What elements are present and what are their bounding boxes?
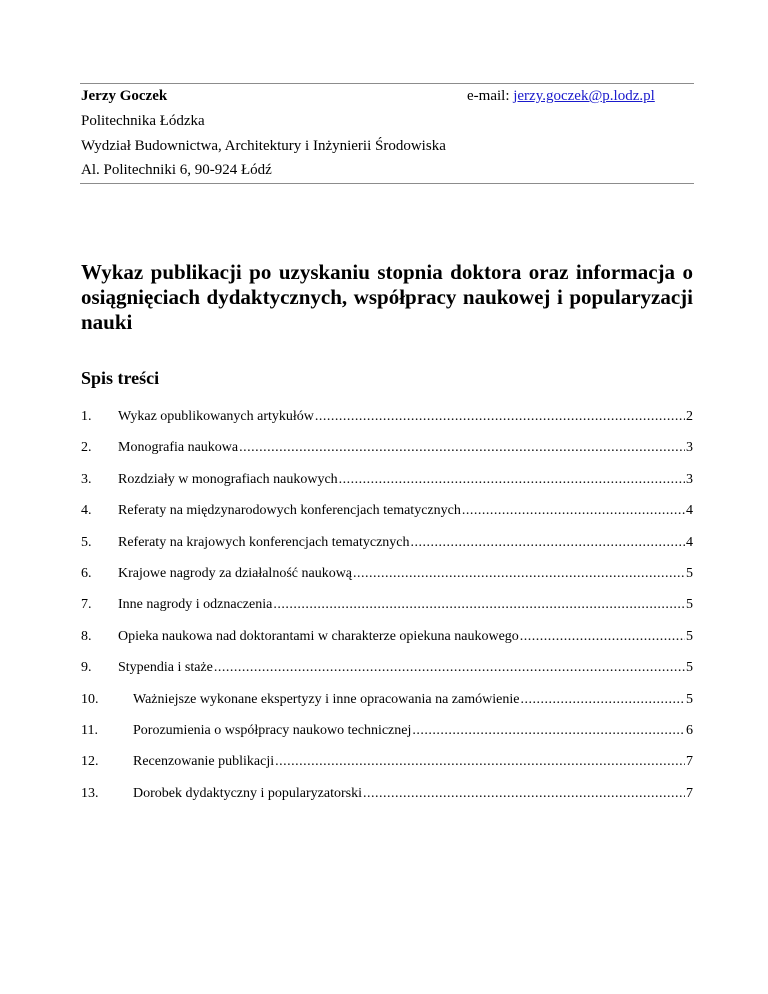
toc-entry-number: 4. xyxy=(81,503,92,519)
toc-entry[interactable] xyxy=(81,691,693,722)
toc-entry-number: 1. xyxy=(81,409,92,424)
toc-dot-leader xyxy=(363,785,685,802)
toc-entry-page: 5 xyxy=(686,597,693,613)
toc-entry-page: 5 xyxy=(686,691,693,707)
toc-dot-leader xyxy=(273,596,685,613)
toc-entry-title: Krajowe nagrody za działalność naukową xyxy=(118,565,353,581)
header-top-rule xyxy=(80,83,694,84)
email-link[interactable]: jerzy.goczek@p.lodz.pl xyxy=(513,88,655,104)
toc-entry[interactable] xyxy=(81,596,693,627)
toc-entry-page: 7 xyxy=(686,785,693,801)
email-label: e-mail: xyxy=(467,88,514,104)
toc-entry-title: Rozdziały w monografiach naukowych xyxy=(118,471,338,487)
toc-dot-leader xyxy=(353,565,685,582)
toc-entry[interactable] xyxy=(81,628,693,659)
toc-entry-page: 5 xyxy=(686,565,693,581)
toc-heading: Spis treści xyxy=(81,368,160,388)
toc-entry-page: 5 xyxy=(686,660,693,676)
toc-entry[interactable] xyxy=(81,722,693,753)
toc-entry-number: 2. xyxy=(81,440,92,456)
toc-dot-leader xyxy=(315,408,685,425)
toc-entry-title: Referaty na międzynarodowych konferencjach tematycznych xyxy=(118,503,461,519)
toc-entry-number: 8. xyxy=(81,628,92,644)
toc-dot-leader xyxy=(462,502,685,519)
document-title: Wykaz publikacji po uzyskaniu stopnia doktora oraz informacja o osiągnięciach dydaktycznych, współpracy naukowej i popularyzacji nauki xyxy=(81,260,693,334)
toc-entry[interactable] xyxy=(81,408,693,439)
toc-entry-page: 3 xyxy=(686,471,693,487)
faculty-name: Wydział Budownictwa, Architektury i Inżynierii Środowiska xyxy=(81,138,446,154)
toc-entry-title: Referaty na krajowych konferencjach tematycznych xyxy=(118,534,410,550)
toc-entry-page: 4 xyxy=(686,503,693,519)
toc-entry[interactable] xyxy=(81,502,693,533)
toc-entry-title: Monografia naukowa xyxy=(118,440,239,456)
toc-entry-title: Recenzowanie publikacji xyxy=(133,754,275,770)
toc-entry[interactable] xyxy=(81,471,693,502)
toc-entry-number: 6. xyxy=(81,565,92,581)
toc-entry-page: 6 xyxy=(686,722,693,738)
toc-entry-title: Ważniejsze wykonane ekspertyzy i inne opracowania na zamówienie xyxy=(133,691,520,707)
toc-entry-number: 7. xyxy=(81,597,92,613)
toc-entry-page: 3 xyxy=(686,440,693,456)
toc-dot-leader xyxy=(214,659,685,676)
toc-entry-number: 13. xyxy=(81,785,99,801)
toc-entry-title: Opieka naukowa nad doktorantami w charakterze opiekuna naukowego xyxy=(118,628,519,644)
toc-entry-number: 9. xyxy=(81,660,92,676)
toc-entry-title: Dorobek dydaktyczny i popularyzatorski xyxy=(133,785,362,801)
author-name: Jerzy Goczek xyxy=(81,88,168,104)
table-of-contents xyxy=(81,408,693,816)
toc-entry-number: 3. xyxy=(81,471,92,487)
toc-entry-title: Stypendia i staże xyxy=(118,660,213,676)
toc-entry-title: Porozumienia o współpracy naukowo technicznej xyxy=(133,722,412,738)
toc-entry-title: Inne nagrody i odznaczenia xyxy=(118,597,273,613)
toc-dot-leader xyxy=(339,471,685,488)
toc-entry-number: 11. xyxy=(81,722,98,738)
toc-dot-leader xyxy=(412,722,685,739)
university-name: Politechnika Łódzka xyxy=(81,113,205,129)
toc-entry-number: 12. xyxy=(81,754,99,770)
toc-entry-number: 5. xyxy=(81,534,92,550)
header-bottom-rule xyxy=(80,183,694,184)
toc-dot-leader xyxy=(520,628,685,645)
toc-dot-leader xyxy=(411,534,685,551)
toc-entry-page: 4 xyxy=(686,534,693,550)
toc-entry[interactable] xyxy=(81,785,693,816)
toc-dot-leader xyxy=(520,691,685,708)
toc-dot-leader xyxy=(239,439,685,456)
postal-address: Al. Politechniki 6, 90-924 Łódź xyxy=(81,162,272,178)
toc-entry-page: 5 xyxy=(686,628,693,644)
toc-entry[interactable] xyxy=(81,439,693,470)
toc-entry[interactable] xyxy=(81,659,693,690)
toc-entry-page: 2 xyxy=(686,409,693,424)
toc-entry[interactable] xyxy=(81,753,693,784)
toc-entry-page: 7 xyxy=(686,754,693,770)
toc-entry[interactable] xyxy=(81,534,693,565)
email-block xyxy=(467,87,655,105)
toc-entry-number: 10. xyxy=(81,691,99,707)
toc-entry-title: Wykaz opublikowanych artykułów xyxy=(118,409,314,424)
toc-entry[interactable] xyxy=(81,565,693,596)
toc-dot-leader xyxy=(275,753,685,770)
